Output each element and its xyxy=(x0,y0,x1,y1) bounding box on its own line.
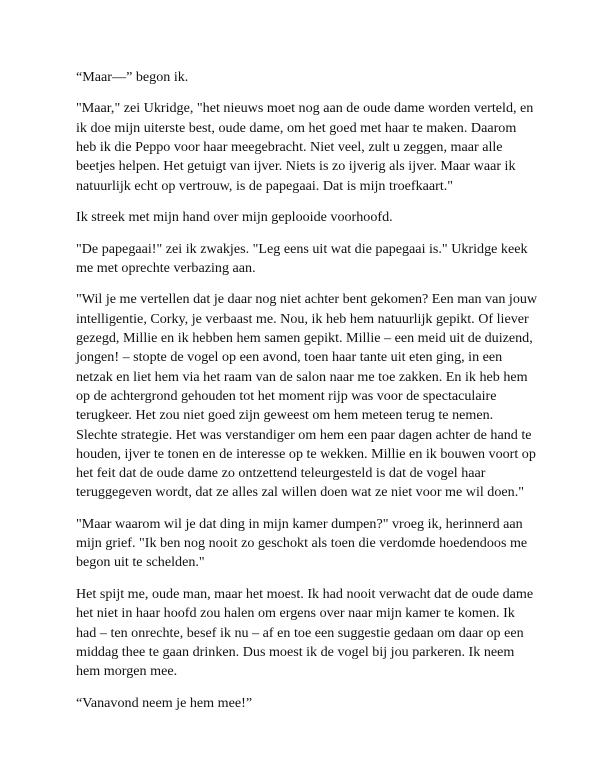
document-page xyxy=(76,68,538,725)
paragraph: "Wil je me vertellen dat je daar nog niet achter bent gekomen? Een man van jouw intelligentie, Corky, je verbaast me. Nou, ik heb hem natuurlijk gepikt. Of liever gezegd, Millie en ik hebben hem samen gepikt. Millie – een meid uit de duizend, jongen! – stopte de vogel op een avond, toen haar tante uit eten ging, in een netzak en liet hem via het raam van de salon naar me toe zakken. En ik heb hem op de achtergrond gehouden tot het moment rijp was voor de spectaculaire terugkeer. Het zou niet goed zijn geweest om hem meteen terug te nemen. Slechte strategie. Het was verstandiger om hem een paar dagen achter de hand te houden, ijver te tonen en de interesse op te wekken. Millie en ik bouwen voort op het feit dat de oude dame zo ontzettend teleurgesteld is dat de vogel haar teruggegeven wordt, dat ze alles zal willen doen wat ze niet voor me wil doen." xyxy=(76,291,538,501)
paragraph: Ik streek met mijn hand over mijn geplooide voorhoofd. xyxy=(76,209,393,226)
paragraph: “Maar—” begon ik. xyxy=(76,69,189,85)
paragraph: "De papegaai!" zei ik zwakjes. "Leg eens uit wat die papegaai is." Ukridge keek me met oprechte verbazing aan. xyxy=(76,240,528,276)
paragraph: Het spijt me, oude man, maar het moest. Ik had nooit verwacht dat de oude dame het niet in haar hoofd zou halen om ergens over naar mijn kamer te komen. Ik had – ten onrechte, besef ik nu – af en toe een suggestie gedaan om daar op een middag thee te gaan drinken. Dus moest ik de vogel bij jou parkeren. Ik neem hem morgen mee. xyxy=(76,585,534,680)
paragraph: "Maar waarom wil je dat ding in mijn kamer dumpen?" vroeg ik, herinnerd aan mijn grief. "Ik ben nog nooit zo geschokt als toen die verdomde hoedendoos me begon uit te schelden." xyxy=(76,515,528,571)
paragraph: "Maar," zei Ukridge, "het nieuws moet nog aan de oude dame worden verteld, en ik doe mijn uiterste best, oude dame, om het goed met haar te maken. Daarom heb ik die Peppo voor haar meegebracht. Niet veel, zult u zeggen, maar alle beetjes helpen. Het getuigt van ijver. Niets is zo ijverig als ijver. Maar waar ik natuurlijk echt op vertrouw, is de papegaai. Dat is mijn troefkaart." xyxy=(76,100,534,194)
paragraph: “Vanavond neem je hem mee!” xyxy=(76,694,253,711)
